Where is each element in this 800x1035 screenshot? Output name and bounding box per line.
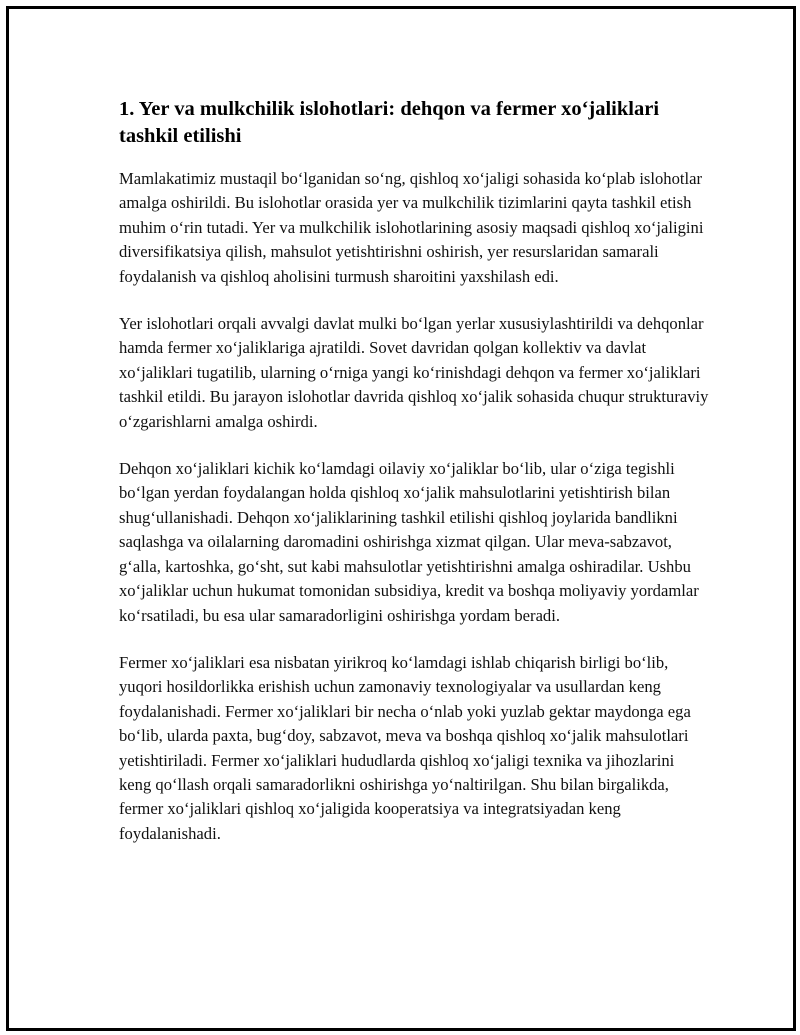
paragraph-3: Dehqon xo‘jaliklari kichik ko‘lamdagi oilaviy xo‘jaliklar bo‘lib, ular o‘ziga tegishli bo‘lgan yerdan foydalangan holda qishloq xo‘jalik mahsulotlarini yetishtirish bilan shug‘ullanishadi. Dehqon xo‘jaliklarining tashkil etilishi qishloq joylarida bandlikni saqlashga va oilalarning daromadini oshirishga xizmat qilgan. Ular meva-sabzavot, g‘alla, kartoshka, go‘sht, sut kabi mahsulotlar yetishtirishni amalga oshiradilar. Ushbu xo‘jaliklar uchun hukumat tomonidan subsidiya, kredit va boshqa moliyaviy yordamlar ko‘rsatiladi, bu esa ular samaradorligini oshirishga yordam beradi. (119, 459, 699, 625)
paragraph-4: Fermer xo‘jaliklari esa nisbatan yirikroq ko‘lamdagi ishlab chiqarish birligi bo‘lib, yuqori hosildorlikka erishish uchun zamonaviy texnologiyalar va usullardan keng foydalanishadi. Fermer xo‘jaliklari bir necha o‘nlab yoki yuzlab gektar maydonga ega bo‘lib, ularda paxta, bug‘doy, sabzavot, meva va boshqa qishloq xo‘jalik mahsulotlari yetishtiriladi. Fermer xo‘jaliklari hududlarda qishloq xo‘jaligi texnika va jihozlarini keng qo‘llash orqali samaradorlikni oshirishga yo‘naltirilgan. Shu bilan birgalikda, fermer xo‘jaliklari qishloq xo‘jaligida kooperatsiya va integratsiyadan keng foydalanishadi. (119, 652, 691, 843)
paragraph-1: Mamlakatimiz mustaqil bo‘lganidan so‘ng, qishloq xo‘jaligi sohasida ko‘plab islohotlar amalga oshirildi. Bu islohotlar orasida yer va mulkchilik tizimlarini qayta tashkil etish muhim o‘rin tutadi. Yer va mulkchilik islohotlarining asosiy maqsadi qishloq xo‘jaligini diversifikatsiya qilish, mahsulot yetishtirishni oshirish, yer resurslaridan samarali foydalanish va qishloq aholisini turmush sharoitini yaxshilash edi. (119, 169, 704, 286)
section-heading: 1. Yer va mulkchilik islohotlari: dehqon va fermer xo‘jaliklari tashkil etilishi (119, 98, 660, 147)
page-frame (6, 6, 796, 1031)
paragraph-2: Yer islohotlari orqali avvalgi davlat mulki bo‘lgan yerlar xususiylashtirildi va dehqonlar hamda fermer xo‘jaliklariga ajratildi. Sovet davridan qolgan kollektiv va davlat xo‘jaliklari tugatilib, ularning o‘rniga yangi ko‘rinishdagi dehqon va fermer xo‘jaliklari tashkil etildi. Bu jarayon islohotlar davrida qishloq xo‘jalik sohasida chuqur strukturaviy o‘zgarishlarni amalga oshirdi. (119, 314, 709, 431)
document-body (119, 96, 709, 869)
